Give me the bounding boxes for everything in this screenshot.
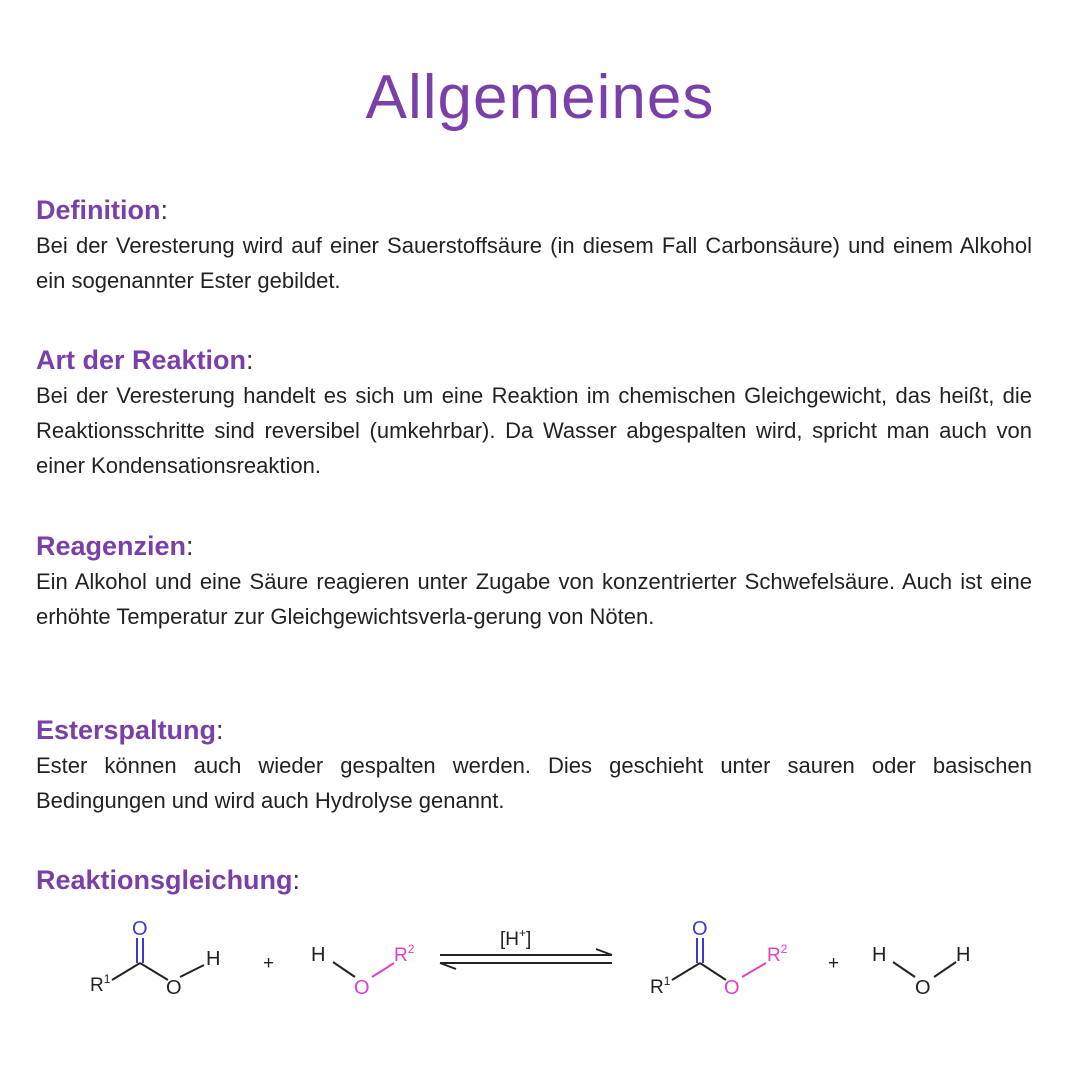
ester-carbonyl-oxygen-label: O: [692, 918, 708, 940]
section-heading: Art der Reaktion:: [36, 345, 254, 375]
heading-label: Reagenzien: [36, 531, 187, 561]
page-title: Allgemeines: [365, 63, 715, 132]
hydroxyl-oxygen-label: O: [166, 977, 182, 999]
ester-ether-oxygen-label: O: [724, 977, 740, 999]
water-structure: [893, 962, 956, 977]
heading-label: Art der Reaktion: [36, 345, 247, 375]
catalyst-label: [H+]: [500, 926, 532, 950]
section-esterspaltung: [36, 712, 1032, 818]
heading-label: Definition: [36, 195, 161, 225]
section-text: Ein Alkohol und eine Säure reagieren unter Zugabe von konzentrierter Schwefelsäure. Auch ist eine erhöhte Temperatur zur Gleichgewichtsverla-gerung von Nöten.: [36, 569, 1032, 629]
section-definition: [36, 192, 1032, 298]
plus-sign: +: [828, 953, 840, 974]
section-heading: Esterspaltung:: [36, 715, 224, 745]
ester-r2-label: $R^2$: [767, 942, 788, 966]
alcohol-oxygen-label: O: [354, 977, 370, 999]
acid-hydrogen-label: H: [206, 948, 221, 970]
heading-label: Reaktionsgleichung: [36, 865, 293, 895]
section-text: Ester können auch wieder gespalten werden. Dies geschieht unter sauren oder basischen Bedingungen und wird auch Hydrolyse genannt.: [36, 753, 1032, 813]
section-art-der-reaktion: [36, 342, 1032, 483]
r2-label: $R^2$: [394, 942, 415, 966]
water-hydrogen-label: H: [956, 944, 971, 966]
water-hydrogen-label: H: [872, 944, 887, 966]
section-heading: Reaktionsgleichung:: [36, 865, 301, 895]
reaction-equation: [0, 905, 1080, 1015]
section-reaktionsgleichung: [36, 862, 1032, 898]
equilibrium-arrow: [440, 949, 612, 969]
r1-label: $R^1$: [90, 972, 111, 996]
section-heading: Definition:: [36, 195, 168, 225]
section-text: Bei der Veresterung handelt es sich um eine Reaktion im chemischen Gleichgewicht, das heißt, die Reaktionsschritte sind reversibel (umkehrbar). Da Wasser abgespalten wird, spricht man auch von einer Kondensationsreaktion.: [36, 383, 1032, 478]
plus-sign: +: [263, 953, 275, 974]
section-reagenzien: [36, 528, 1032, 634]
section-heading: Reagenzien:: [36, 531, 194, 561]
alcohol-hydrogen-label: H: [311, 944, 326, 966]
alcohol-structure: [333, 962, 394, 977]
carbonyl-oxygen-label: O: [132, 918, 148, 940]
ester-structure: [672, 938, 766, 980]
heading-label: Esterspaltung: [36, 715, 217, 745]
carboxylic-acid-structure: [112, 938, 204, 980]
section-text: Bei der Veresterung wird auf einer Sauerstoffsäure (in diesem Fall Carbonsäure) und einem Alkohol ein sogenannter Ester gebildet.: [36, 233, 1032, 293]
water-oxygen-label: O: [915, 977, 931, 999]
ester-r1-label: $R^1$: [650, 974, 671, 998]
